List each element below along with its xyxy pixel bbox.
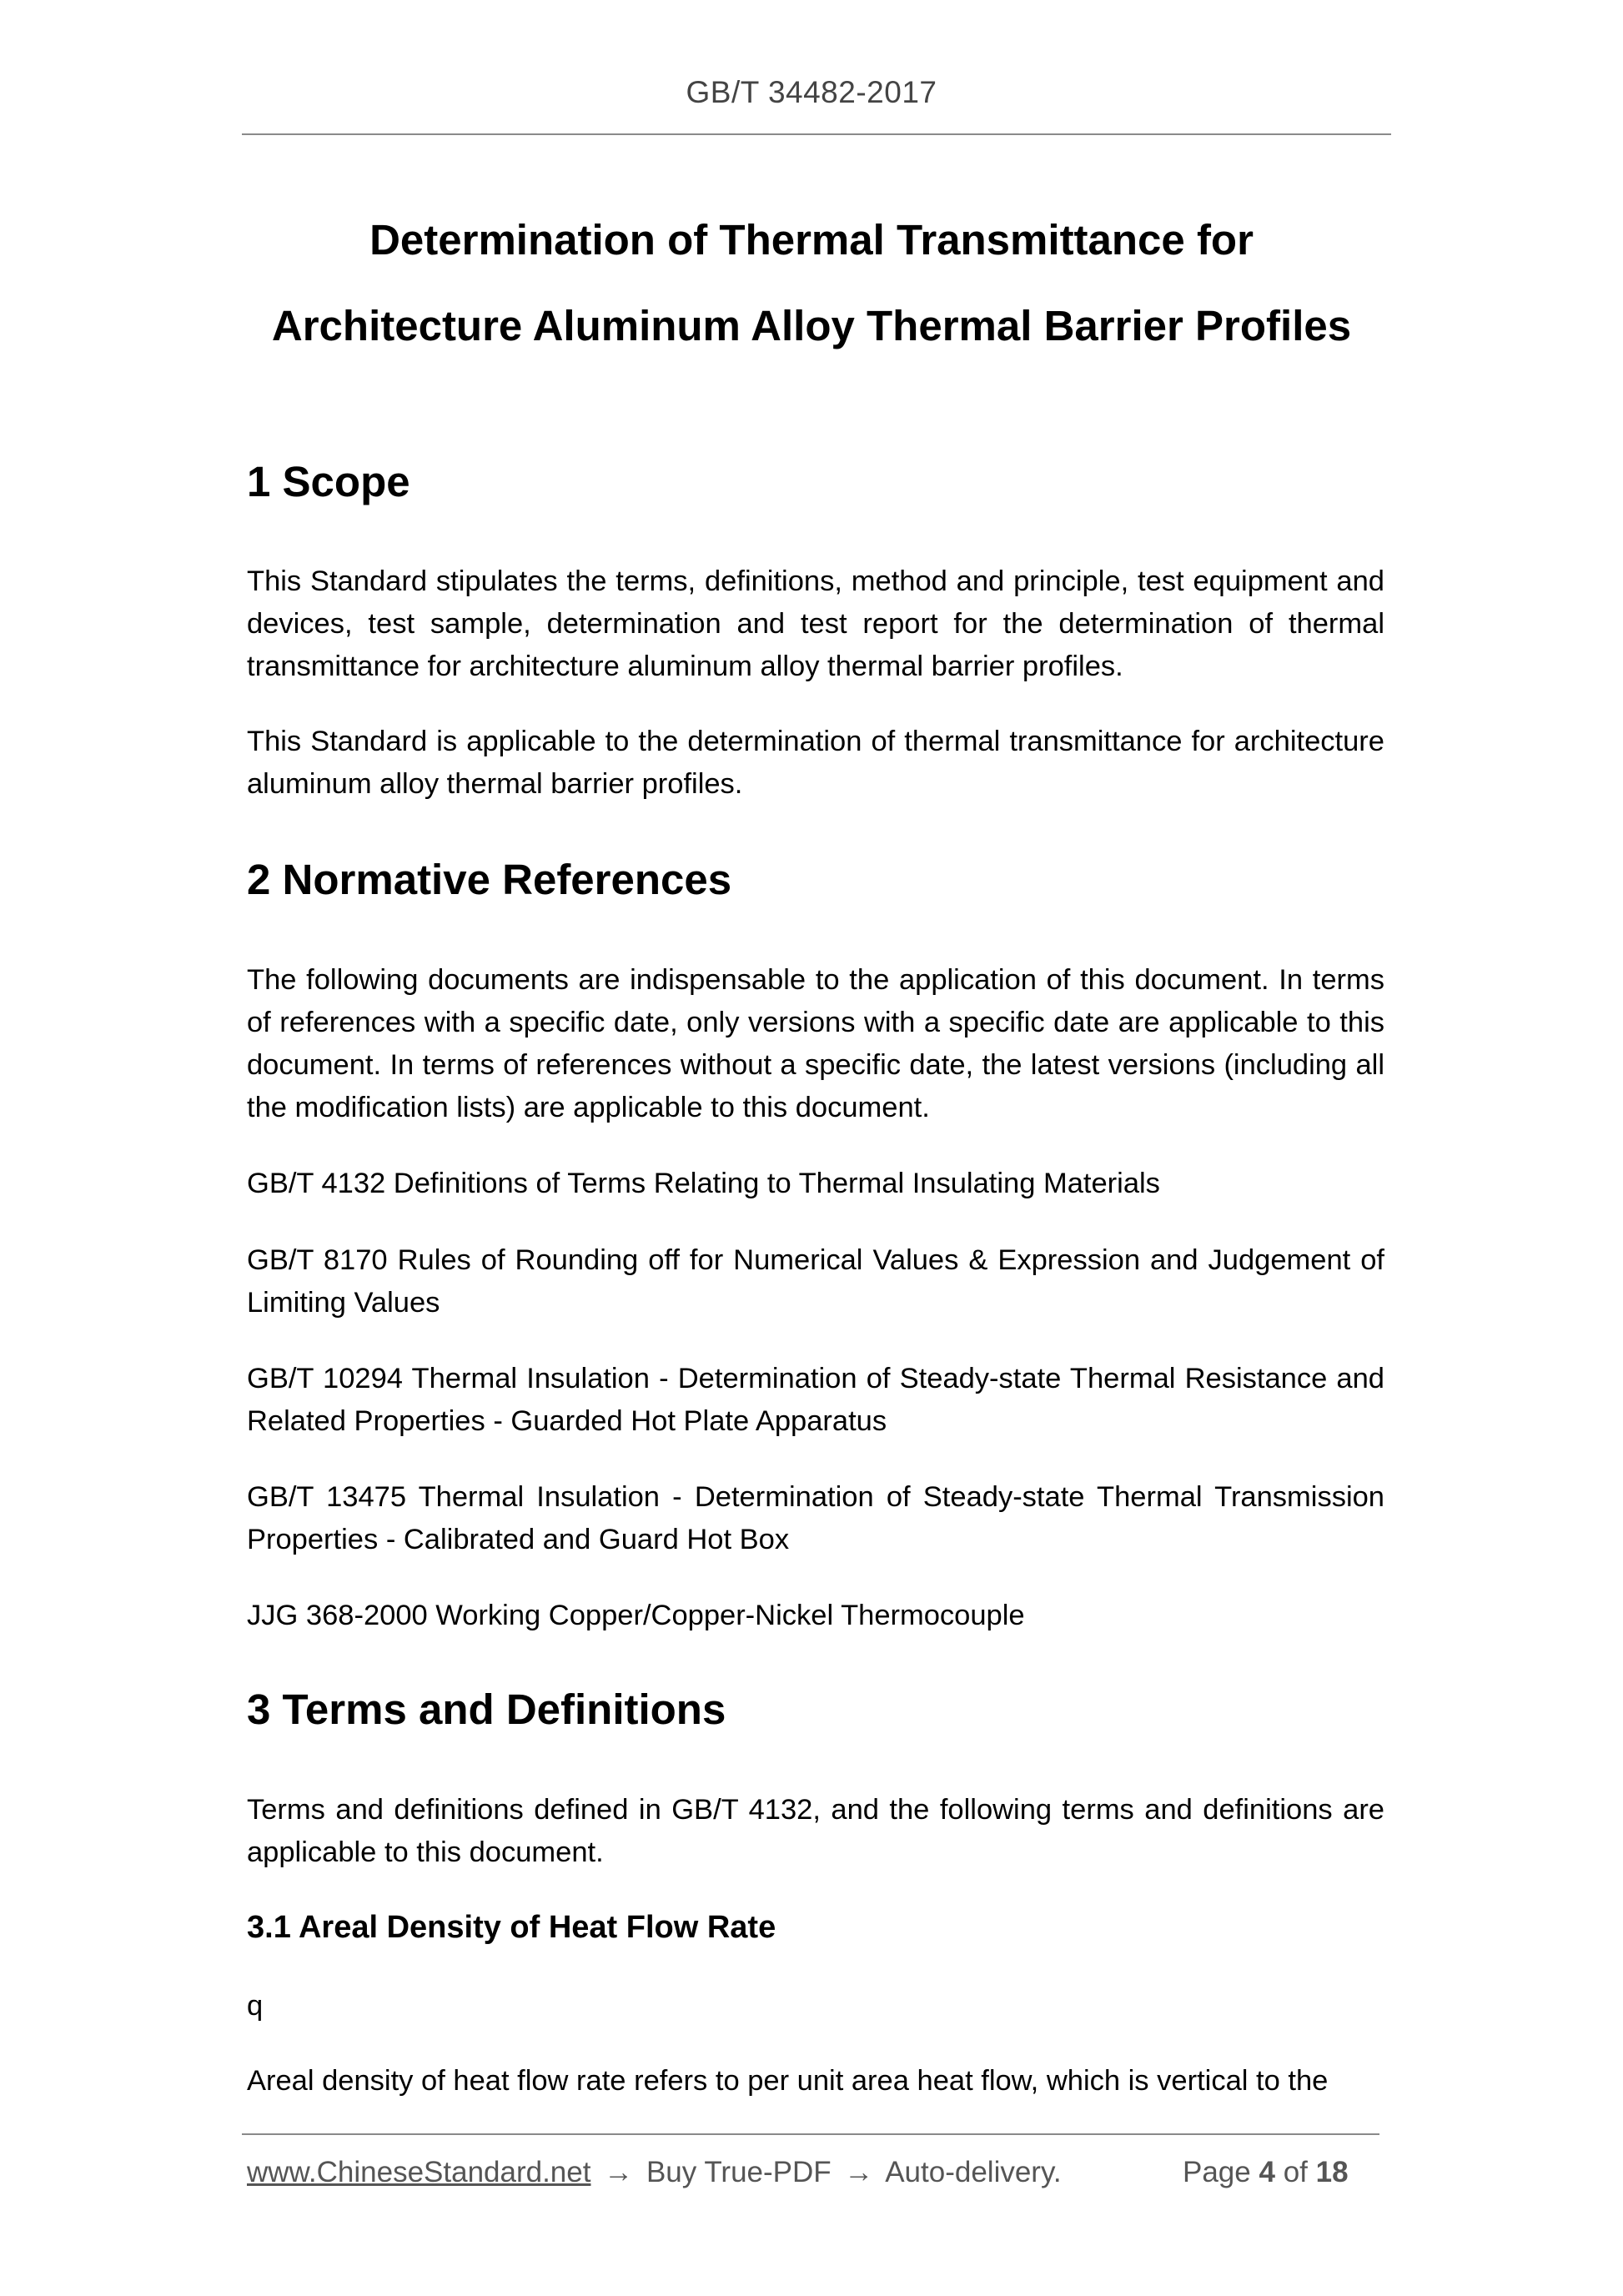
arrow-right-icon: →: [604, 2156, 634, 2188]
page-indicator: [1183, 2156, 1349, 2189]
reference-item: GB/T 10294 Thermal Insulation - Determination of Steady-state Thermal Resistance and Related Properties - Guarded Hot Plate Apparatus: [247, 1363, 1384, 1437]
page-current-number: 4: [1259, 2156, 1275, 2188]
arrow-right-icon: →: [844, 2156, 874, 2188]
terms-intro-paragraph: Terms and definitions defined in GB/T 4132, and the following terms and definitions are applicable to this document.: [247, 1794, 1384, 1868]
page-of-label: of: [1283, 2156, 1308, 2188]
document-title: [0, 197, 1623, 369]
reference-item: GB/T 8170 Rules of Rounding off for Numerical Values & Expression and Judgement of Limiting Values: [247, 1244, 1384, 1319]
header-divider: [242, 133, 1391, 135]
footer-buy-text: Buy True-PDF: [646, 2156, 832, 2188]
section-heading-normative-references: 2 Normative References: [247, 856, 732, 903]
normative-intro-paragraph: The following documents are indispensable to the application of this document. In terms of references with a specific date, only versions with a specific date are applicable to this document. In terms of references without a specific date, the latest versions (including all the modification lists) are applicable to this document.: [247, 964, 1384, 1123]
scope-paragraph-1: This Standard stipulates the terms, definitions, method and principle, test equipment and devices, test sample, determination and test report for the determination of thermal transmittance for architecture aluminum alloy thermal barrier profiles.: [247, 565, 1384, 682]
section-heading-scope: 1 Scope: [247, 458, 410, 505]
reference-item: GB/T 4132 Definitions of Terms Relating to Thermal Insulating Materials: [247, 1168, 1160, 1199]
page-total-number: 18: [1315, 2156, 1349, 2188]
page-label: Page: [1183, 2156, 1251, 2188]
header-standard-code: GB/T 34482-2017: [686, 75, 937, 109]
footer-divider: [242, 2133, 1379, 2135]
scope-paragraph-2: This Standard is applicable to the determination of thermal transmittance for architecture aluminum alloy thermal barrier profiles.: [247, 726, 1384, 800]
footer-delivery-text: Auto-delivery.: [885, 2156, 1062, 2188]
document-title-line-2: Architecture Aluminum Alloy Thermal Barrier Profiles: [271, 302, 1352, 349]
footer-promo: [247, 2156, 1062, 2189]
reference-item: GB/T 13475 Thermal Insulation - Determination of Steady-state Thermal Transmission Properties - Calibrated and Guard Hot Box: [247, 1481, 1384, 1555]
section-heading-terms-and-definitions: 3 Terms and Definitions: [247, 1686, 726, 1733]
document-title-line-1: Determination of Thermal Transmittance for: [369, 216, 1254, 264]
reference-item: JJG 368-2000 Working Copper/Copper-Nickel Thermocouple: [247, 1600, 1025, 1631]
term-symbol: q: [247, 1990, 264, 2022]
footer-site-link[interactable]: www.ChineseStandard.net: [247, 2156, 591, 2188]
definition-paragraph: Areal density of heat flow rate refers to per unit area heat flow, which is vertical to the: [247, 2065, 1329, 2097]
subsection-heading-areal-density: 3.1 Areal Density of Heat Flow Rate: [247, 1910, 776, 1945]
